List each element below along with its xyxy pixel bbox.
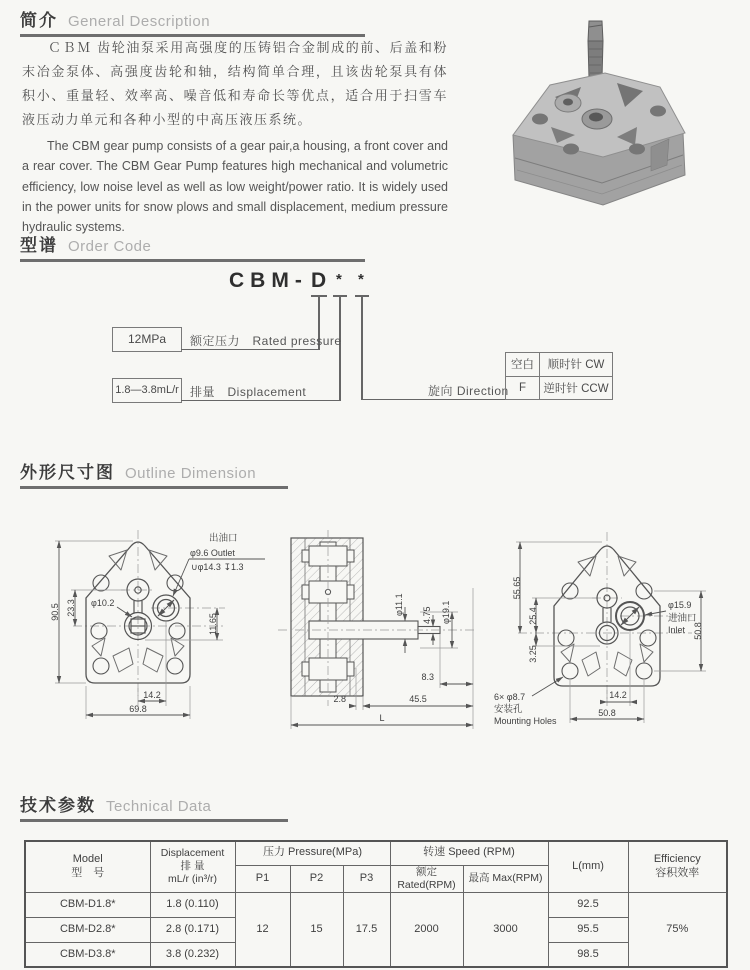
cell-model: CBM-D3.8* — [25, 942, 150, 967]
cell-p3: 17.5 — [343, 892, 390, 967]
section-title-zh: 简介 — [20, 11, 58, 30]
model-code-prefix: CBM- — [229, 269, 308, 292]
header-pressure-group: 压力 Pressure(MPa) — [235, 841, 390, 865]
intro-paragraph-zh: ＣＢＭ 齿轮油泵采用高强度的压铸铝合金制成的前、后盖和粉末冶金泵体、高强度齿轮和轴，结构简单合理，且该齿轮泵具有体积小、重量轻、效率高、噪音低和寿命长等优点，适合用于扫雪车液压动力单元和各种小型的中高压液压系统。 — [22, 40, 448, 128]
dim-label: 90.5 — [50, 603, 60, 621]
section-title-en: General Description — [68, 13, 211, 30]
dim-label: 45.5 — [409, 694, 427, 704]
section-rule — [20, 259, 365, 262]
section-title-zh: 技术参数 — [20, 796, 96, 815]
mounting-note-en: Mounting Holes — [494, 716, 557, 726]
cell-p2: 15 — [290, 892, 343, 967]
header-p2: P2 — [290, 865, 343, 892]
model-code-star1: * — [336, 271, 342, 288]
header-model: Model 型 号 — [25, 841, 150, 892]
section-header-order-code — [20, 231, 365, 262]
table-row — [25, 892, 727, 917]
cell-l: 95.5 — [548, 917, 628, 942]
header-max: 最高 Max(RPM) — [463, 865, 548, 892]
rated-pressure-label: 额定压力 Rated pressure — [190, 334, 342, 348]
cell-l: 92.5 — [548, 892, 628, 917]
direction-code: F — [506, 376, 540, 400]
header-p3: P3 — [343, 865, 390, 892]
dim-label: φ19.1 — [441, 600, 451, 624]
cell-model: CBM-D1.8* — [25, 892, 150, 917]
dim-label: 14.2 — [143, 690, 161, 700]
dim-label: 50.8 — [693, 622, 703, 640]
dim-label: 25.4 — [528, 607, 538, 625]
header-l-mm: L(mm) — [548, 841, 628, 892]
code-leader-line — [339, 297, 341, 401]
displacement-label: 排量 Displacement — [190, 385, 307, 399]
inlet-label-en: Inlet — [668, 625, 686, 635]
cell-displacement: 1.8 (0.110) — [150, 892, 235, 917]
dim-label: 50.8 — [598, 708, 616, 718]
dim-label: 2.8 — [333, 694, 346, 704]
section-rule — [20, 486, 288, 489]
dim-label: 4.75 — [422, 606, 432, 624]
mounting-note-zh: 安装孔 — [494, 704, 523, 715]
section-header-general-description — [20, 6, 365, 37]
dim-label: 69.8 — [129, 704, 147, 714]
displacement-value-box: 1.8—3.8mL/r — [112, 378, 182, 403]
section-rule — [20, 819, 288, 822]
section-title-en: Technical Data — [106, 798, 212, 815]
dim-label: 8.3 — [421, 672, 434, 682]
model-code-star2: * — [358, 271, 364, 288]
rated-pressure-value-box: 12MPa — [112, 327, 182, 352]
section-view-drawing — [266, 528, 481, 763]
direction-row — [506, 376, 613, 400]
front-view-drawing — [33, 528, 268, 763]
dim-label: 23.3 — [66, 599, 76, 617]
cell-l: 98.5 — [548, 942, 628, 967]
section-header-outline-dimension — [20, 458, 288, 489]
code-leader-line — [361, 297, 363, 399]
header-displacement: Displacement 排 量 mL/r (in³/r) — [150, 841, 235, 892]
product-photo — [455, 15, 730, 210]
mounting-note-size: 6× φ8.7 — [494, 692, 526, 702]
cell-rated: 2000 — [390, 892, 463, 967]
intro-paragraphs — [22, 36, 448, 237]
header-efficiency: Efficiency 容积效率 — [628, 841, 727, 892]
direction-row — [506, 353, 613, 377]
cell-p1: 12 — [235, 892, 290, 967]
intro-paragraph-en: The CBM gear pump consists of a gear pair,a housing, a front cover and a rear cover. The CBM Gear Pump features high mechanical and volumetric efficiency, low noise level as well as low weight/power ratio. It is widely used in the power units for snow plows and small displacement, medium pressure hydraulic systems. — [22, 139, 448, 235]
outlet-note-cbore: ∪φ14.3 ↧1.3 — [191, 562, 244, 572]
header-rated: 额定 Rated(RPM) — [390, 865, 463, 892]
section-title-en: Order Code — [68, 238, 152, 255]
outlet-port — [153, 595, 179, 621]
direction-table — [505, 352, 613, 400]
cell-displacement: 3.8 (0.232) — [150, 942, 235, 967]
dim-label: 14.2 — [609, 690, 627, 700]
cell-max: 3000 — [463, 892, 548, 967]
section-header-technical-data — [20, 791, 288, 822]
dim-label: L — [379, 713, 385, 723]
direction-code: 空白 — [506, 353, 540, 377]
dim-label: 11.65 — [208, 613, 218, 635]
direction-meaning: 顺时针 CW — [540, 353, 613, 377]
header-speed-group: 转速 Speed (RPM) — [390, 841, 548, 865]
direction-label: 旋向 Direction — [428, 384, 509, 398]
section-title-zh: 外形尺寸图 — [20, 463, 115, 482]
model-code-letter: D — [311, 269, 327, 292]
cell-displacement: 2.8 (0.171) — [150, 917, 235, 942]
cell-efficiency: 75% — [628, 892, 727, 967]
outlet-note-zh: 出油口 — [209, 533, 238, 544]
outlet-note-size: φ9.6 Outlet — [190, 548, 235, 558]
dim-label: φ10.2 — [91, 598, 115, 608]
header-p1: P1 — [235, 865, 290, 892]
technical-data-table — [24, 840, 728, 968]
inlet-label-zh: 进油口 — [668, 613, 697, 624]
dim-label: φ11.1 — [394, 593, 404, 616]
table-header-row-1 — [25, 841, 727, 865]
section-title-en: Outline Dimension — [125, 465, 257, 482]
direction-meaning: 逆时针 CCW — [540, 376, 613, 400]
dim-label: 3.25 — [528, 645, 538, 663]
dim-label: 55.65 — [512, 576, 522, 600]
section-title-zh: 型谱 — [20, 236, 58, 255]
inlet-size-label: φ15.9 — [668, 600, 692, 610]
cell-model: CBM-D2.8* — [25, 917, 150, 942]
rear-view-drawing — [492, 528, 747, 763]
